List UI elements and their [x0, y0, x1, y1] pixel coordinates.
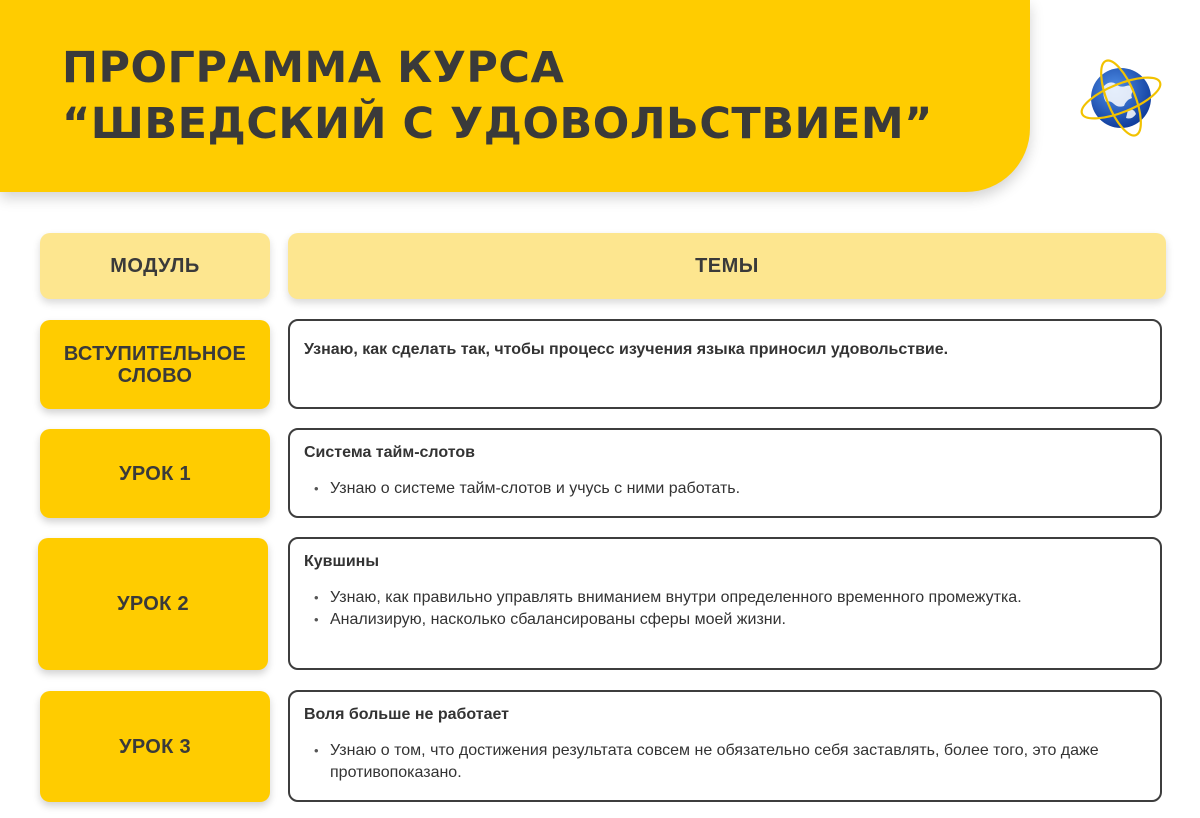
topic-bullet: • Узнаю о том, что достижения результата совсем не обязательно себя заставлять, более того, это даже противопоказано. — [304, 740, 1126, 784]
topic-cell-lesson-2 — [288, 537, 1162, 670]
module-label-line-2: СЛОВО — [117, 364, 193, 387]
page-title-line-2: “ШВЕДСКИЙ С УДОВОЛЬСТВИЕМ” — [62, 99, 933, 149]
topic-bullet: • Узнаю о системе тайм-слотов и учусь с ними работать. — [304, 478, 1146, 500]
module-cell-lesson-1 — [40, 429, 270, 518]
title-banner — [0, 0, 1030, 192]
column-header-topics — [288, 233, 1166, 299]
module-label-line-1: ВСТУПИТЕЛЬНОЕ — [63, 342, 247, 365]
topic-cell-lesson-3 — [288, 690, 1162, 802]
globe-icon — [1076, 56, 1166, 140]
module-cell-intro — [40, 320, 270, 409]
topic-title: Система тайм-слотов — [304, 444, 475, 461]
topic-title: Воля больше не работает — [304, 706, 510, 723]
topic-title: Узнаю, как сделать так, чтобы процесс изучения языка приносил удовольствие. — [304, 341, 949, 358]
module-cell-lesson-3 — [40, 691, 270, 802]
topic-bullet: • Узнаю, как правильно управлять вниманием внутри определенного временного промежутка. — [304, 587, 1026, 609]
topic-cell-intro — [288, 319, 1162, 409]
topic-cell-lesson-1 — [288, 428, 1162, 518]
column-header-topics-label: ТЕМЫ — [695, 254, 759, 277]
topic-bullets — [304, 740, 1146, 784]
topic-bullet: • Анализирую, насколько сбалансированы сферы моей жизни. — [304, 609, 1026, 631]
column-header-module-label: МОДУЛЬ — [110, 254, 200, 277]
page-title-line-1: ПРОГРАММА КУРСА — [62, 43, 565, 93]
module-label: УРОК 2 — [117, 593, 189, 615]
module-label: УРОК 1 — [119, 462, 191, 485]
topic-bullets — [304, 587, 1146, 631]
module-label: УРОК 3 — [119, 735, 191, 758]
topic-bullets — [304, 478, 1146, 500]
topic-title: Кувшины — [304, 553, 379, 570]
column-header-module — [40, 233, 270, 299]
page-title — [62, 40, 933, 152]
module-cell-lesson-2 — [38, 538, 268, 670]
